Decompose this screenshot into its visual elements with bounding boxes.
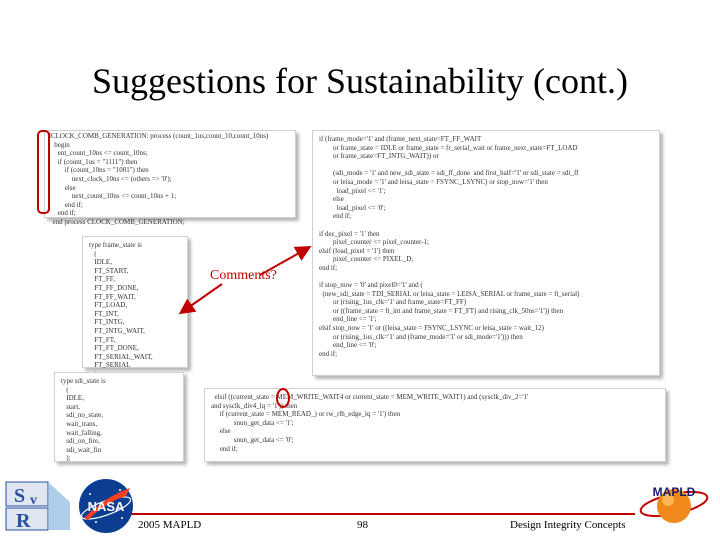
svr-logo xyxy=(4,478,72,534)
code-text-memory-logic: elsif ((current_state = MEM_WRITE_WAIT4 or current_state = MEM_WRITE_WAIT1) and (sysclk_div_2='1' and sysclk_div4_lq = '1')) then if (current_state = MEM_READ_) or rw_rlh_edge_lq = '1') then snun_get_data <= '1'; else snun_get_data <= '0'; end if; xyxy=(211,393,529,453)
svg-text:v: v xyxy=(30,493,37,508)
highlight-bracket-left xyxy=(38,131,49,213)
nasa-logo xyxy=(76,476,136,536)
code-text-sdi-state: type sdi_state is ( IDLE, start, sdi_no_state, wait_trans, wait_falling, sdi_on_fire, sdi_wait_fin ); xyxy=(61,377,106,463)
footer-divider xyxy=(120,513,635,515)
code-text-frame-logic: if (frame_mode='1' and (frame_next_state=FT_FF_WAIT or frame_state = IDLE or frame_state = fr_serial_wait or frame_next_state=FT_LOAD or frame_state=FT_INTG_WAIT)) or (sdi_mode = '1' and new_sdi_state = sdi_ff_done and first_half='1' or sdi_state = sdi_ff or leisa_mode = '1' and leisa_state = FSYNC_LSYNC) or stop_now='1' then load_pixel <= '1'; else load_pixel <= '0'; end if; if dec_pixel = '1' then pixel_counter <= pixel_counter-1; elsif (load_pixel = '1') then pixel_counter <= PIXEL_D; end if; if stop_now = '0' and pixel0='1' and ( (new_sdi_state = TDI_SERIAL or leisa_state = LEISA_SERIAL or frame_state = ft_serial) or (rising_1us_clk='1' and frame_state=FT_FF) or ((frame_state = ft_int and frame_state = FT_FT) and rising_clk_50ns='1')) then end_line <= '1'; elsif stop_now = '1' or ((leisa_state = FSYNC_LSYNC or leisa_state = wait_12) or (rising_1us_clk='1' and (frame_mode='1' or sdi_mode='1'))) then end_line <= '0'; end if; xyxy=(319,135,580,358)
svg-text:R: R xyxy=(16,510,31,532)
footer-company: Design Integrity Concepts xyxy=(510,519,626,531)
code-text-frame-state: type frame_state is ( IDLE, FT_START, FT_FF, FT_FF_DONE, FT_FF_WAIT, FT_LOAD, FT_INT, FT_INTG, FT_INTG_WAIT, FT_FT, FT_FT_DONE, FT_SERIAL_WAIT, FT_SERIAL xyxy=(89,241,153,370)
footer-page-number: 98 xyxy=(357,519,368,531)
svg-text:MAPLD: MAPLD xyxy=(652,485,696,499)
arrow-to-right-panel xyxy=(260,248,308,275)
svg-text:S: S xyxy=(14,485,26,507)
mapld-logo xyxy=(636,474,712,532)
code-text-clock-process: lCLOCK_COMB_GENERATION: process (count_1us,count_10,count_10ns) begin ent_count_10ns <= count_10ns; if (count_1us = "1111") then if (count_10ns = "1001") then next_clock_10ns <= (others => '0'); else next_count_10ns <= count_10ns + 1; end if; end if; end process CLOCK_COMB_GENERATION; xyxy=(49,132,269,226)
arrow-to-left-panel xyxy=(182,284,222,312)
highlight-circle xyxy=(277,389,289,407)
slide-title: Suggestions for Sustainability (cont.) xyxy=(92,61,628,101)
footer-conference: 2005 MAPLD xyxy=(138,519,202,531)
comments-callout: Comments? xyxy=(210,268,277,283)
svg-text:NASA: NASA xyxy=(87,499,125,514)
